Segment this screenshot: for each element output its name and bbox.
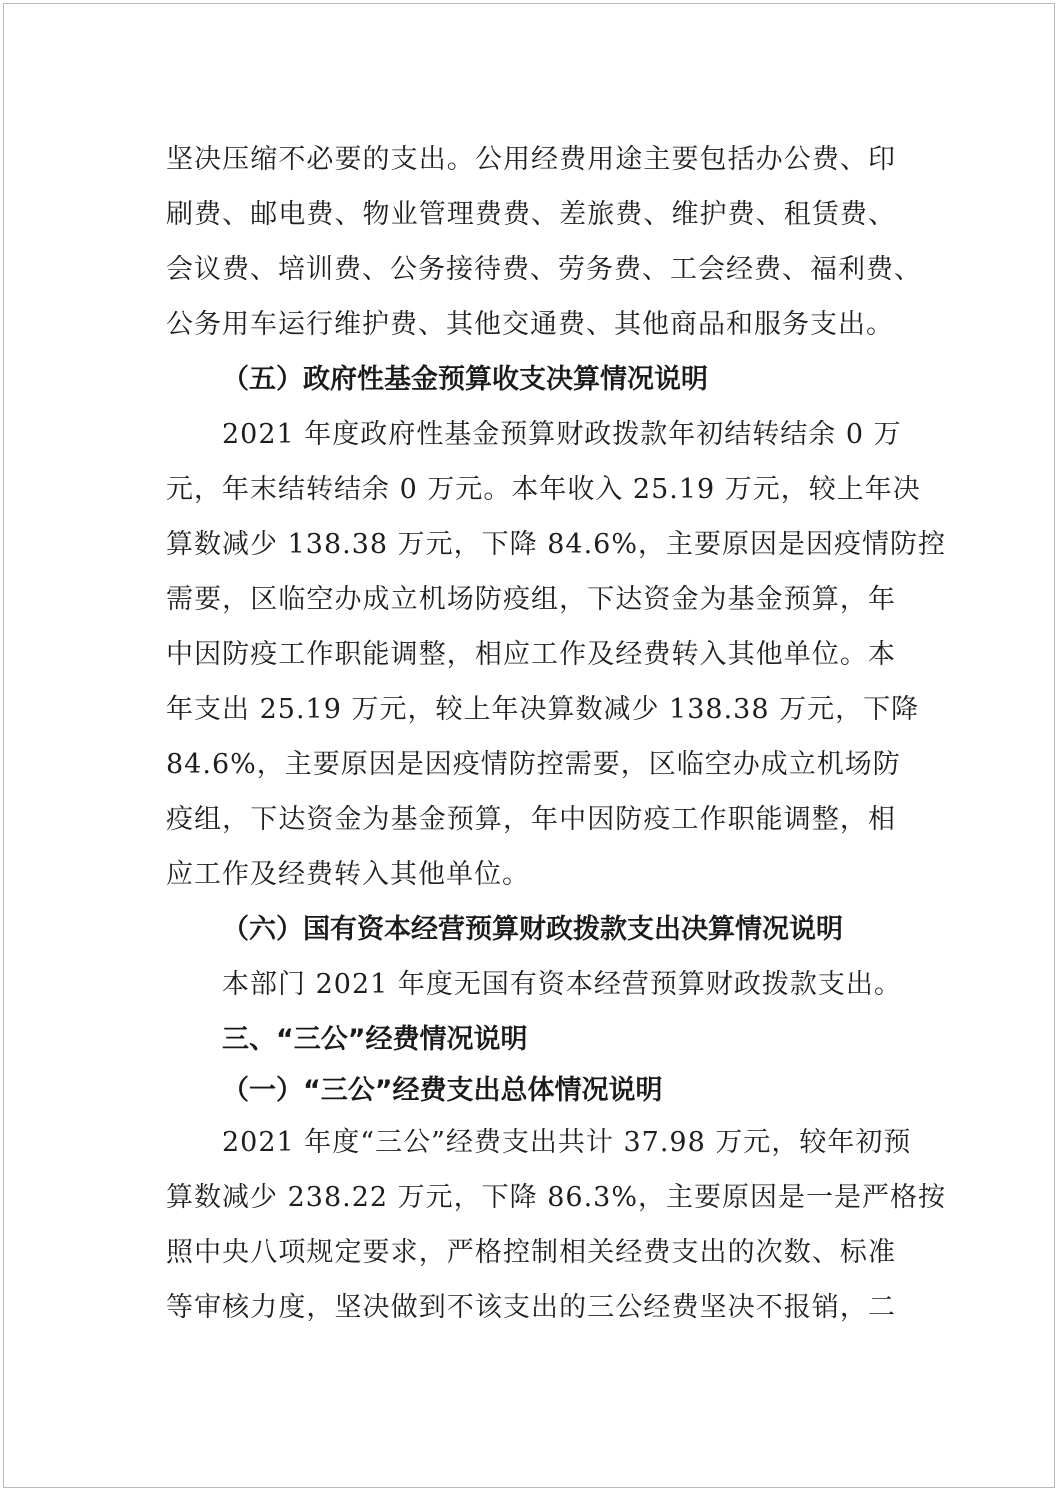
text-line: 等审核力度，坚决做到不该支出的三公经费坚决不报销，二 — [166, 1292, 896, 1323]
text-line: 算数减少 238.22 万元，下降 86.3%，主要原因是一是严格按 — [166, 1182, 946, 1213]
text-line: 元，年末结转结余 0 万元。本年收入 25.19 万元，较上年决 — [166, 474, 921, 505]
text-line: 年支出 25.19 万元，较上年决算数减少 138.38 万元，下降 — [166, 694, 920, 725]
part-3-sub-1-paragraph — [166, 1115, 946, 1335]
text-line: 84.6%，主要原因是因疫情防控需要，区临空办成立机场防 — [166, 749, 901, 780]
text-line: 疫组，下达资金为基金预算，年中因防疫工作职能调整，相 — [166, 804, 896, 835]
text-line: 应工作及经费转入其他单位。 — [166, 859, 530, 890]
section-5-heading: （五）政府性基金预算收支决算情况说明 — [222, 364, 708, 395]
section-6-heading: （六）国有资本经营预算财政拨款支出决算情况说明 — [222, 914, 843, 945]
text-line: 需要，区临空办成立机场防疫组，下达资金为基金预算，年 — [166, 584, 896, 615]
text-line: 会议费、培训费、公务接待费、劳务费、工会经费、福利费、 — [166, 254, 922, 285]
section-5-paragraph — [166, 407, 946, 902]
continued-paragraph — [166, 132, 922, 352]
text-line: 中因防疫工作职能调整，相应工作及经费转入其他单位。本 — [166, 639, 896, 670]
part-3-heading: 三、“三公”经费情况说明 — [222, 1024, 528, 1055]
text-line: 刷费、邮电费、物业管理费费、差旅费、维护费、租赁费、 — [166, 199, 896, 230]
text-line: 坚决压缩不必要的支出。公用经费用途主要包括办公费、印 — [166, 144, 896, 175]
text-line: 2021 年度“三公”经费支出共计 37.98 万元，较年初预 — [222, 1127, 912, 1158]
part-3-sub-1-heading: （一）“三公”经费支出总体情况说明 — [222, 1075, 663, 1106]
text-line: 算数减少 138.38 万元，下降 84.6%，主要原因是因疫情防控 — [166, 529, 946, 560]
document-body — [166, 132, 946, 1335]
text-line: 2021 年度政府性基金预算财政拨款年初结转结余 0 万 — [222, 419, 902, 450]
text-line: 照中央八项规定要求，严格控制相关经费支出的次数、标准 — [166, 1237, 896, 1268]
section-6-paragraph: 本部门 2021 年度无国有资本经营预算财政拨款支出。 — [222, 969, 902, 1000]
text-line: 公务用车运行维护费、其他交通费、其他商品和服务支出。 — [166, 309, 894, 340]
